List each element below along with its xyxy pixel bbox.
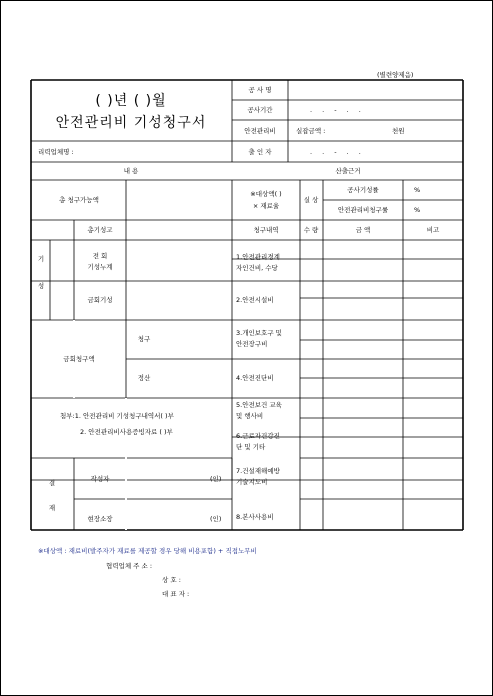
amount-label: 실잡금액 : [296, 127, 326, 135]
prev-total-label: 총기성고 [87, 226, 113, 234]
form-title-date: ( )년 ( )월 [95, 93, 167, 109]
claimable-label: 총 청구가능액 [59, 196, 99, 204]
qty-header: 수 량 [303, 226, 319, 234]
footer-note: ※대상액 : 재료비(발주자가 재료를 제공할 경우 당해 비용포함) + 직접노무비 [38, 547, 257, 555]
claim-sub-label: 청구 [137, 335, 151, 343]
amount-header: 금 액 [355, 226, 371, 234]
amount-unit: 천원 [392, 127, 405, 135]
attachment-line-1: 첨부:1. 안전관리비 기성청구내역서( )부 [60, 412, 174, 420]
real-label: 실 상 [303, 196, 319, 204]
item-3: 3.개인보호구 및 안전장구비 [236, 329, 282, 349]
settle-sub-label: 정산 [137, 374, 151, 382]
percent-sign-1: % [414, 186, 421, 194]
group-label-gi: 기 [37, 255, 45, 263]
item-7: 7.건설재해예방 기술지도비 [236, 467, 280, 487]
formula-line1: ※대상액( ) [250, 190, 282, 198]
approval-label-1: 결 [48, 479, 56, 487]
item-6: 6.근로자건강진 단 및 기타 [236, 432, 280, 452]
item-8: 8.본사사용비 [236, 513, 274, 521]
item-2: 2.안전시설비 [236, 296, 274, 304]
site-manager-label: 현장소장 [87, 515, 113, 523]
construction-period-label: 공사기간 [247, 106, 273, 114]
contractor-address-label: 협력업체 주 소 : [106, 562, 153, 570]
construction-name-label: 공 사 명 [248, 86, 272, 94]
item-header: 청구내역 [253, 226, 279, 234]
writer-seal: (인) [210, 475, 222, 483]
trade-name-label: 상 호 : [162, 576, 181, 584]
check-date-label: 출 인 자 [248, 148, 272, 156]
writer-label: 작성자 [90, 475, 110, 483]
item-1: 1.안전관리경계 자인건비, 수당 [236, 253, 280, 273]
content-header: 내 용 [123, 167, 139, 175]
percent-sign-2: % [414, 206, 421, 214]
formula-line2: × 재료율 [252, 202, 280, 210]
this-period-label: 금회기성 [87, 296, 113, 304]
attachment-line-2: 2. 안전관리비사용증빙자료 ( )부 [80, 428, 173, 436]
check-date-value: . . - . . [310, 148, 365, 156]
business-name-label: 리력업체명 : [38, 148, 74, 156]
item-4: 4.안전진단비 [236, 374, 274, 382]
construction-period-value: . . - . . [310, 106, 365, 114]
site-manager-seal: (인) [210, 515, 222, 523]
item-5: 5.안전보건 교육 및 행사비 [236, 401, 282, 421]
form-title: 안전관리비 기성청구서 [55, 115, 207, 131]
current-claim-label: 금회청구액 [63, 355, 95, 363]
safety-manager-label: 안전관리비 [244, 127, 276, 135]
representative-label: 대 표 자 : [162, 590, 190, 598]
progress-rate-label: 공사기성률 [347, 186, 379, 194]
note-header: 비고 [426, 226, 440, 234]
form-number-note: (별련양제음) [377, 71, 414, 79]
group-label-seong: 성 [37, 282, 45, 290]
basis-header: 산출근거 [335, 167, 361, 175]
safety-claim-rate-label: 안전관리비청구률 [337, 206, 389, 214]
approval-label-2: 재 [48, 504, 56, 512]
prev-accum-label: 전 회 기성누계 [87, 252, 113, 272]
